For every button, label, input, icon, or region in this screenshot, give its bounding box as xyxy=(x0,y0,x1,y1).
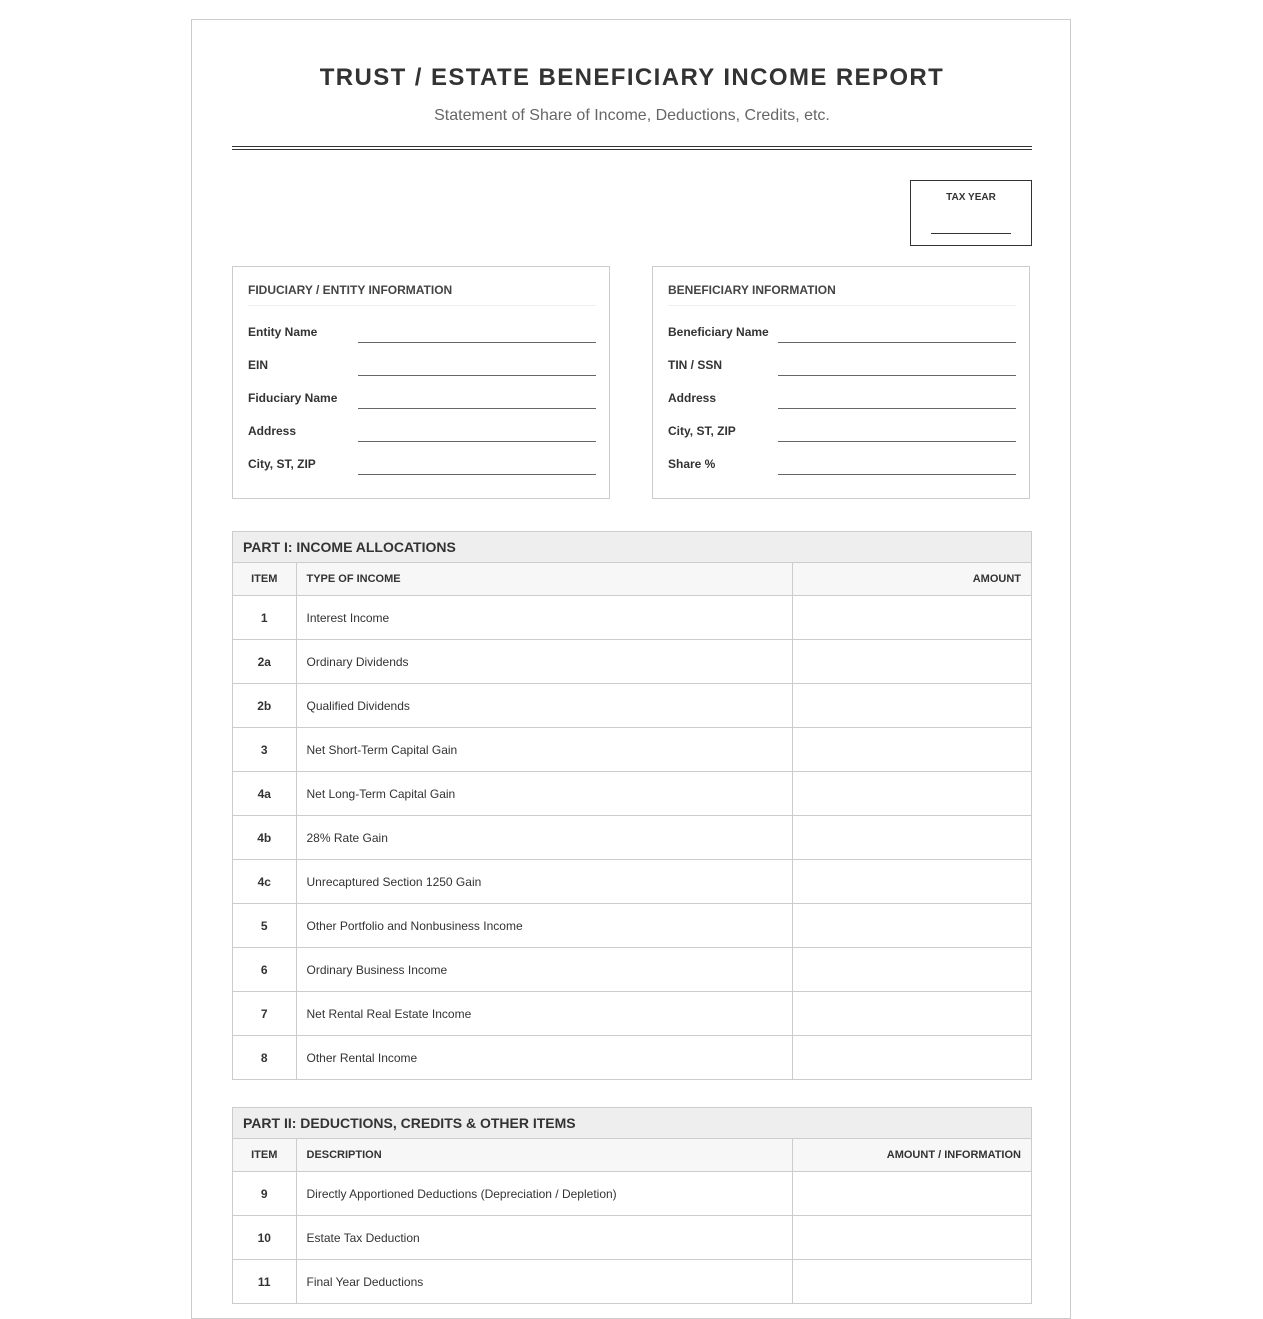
item-number: 2a xyxy=(233,640,296,684)
fiduciary-address-row xyxy=(248,421,596,441)
fiduciary-info-title: FIDUCIARY / ENTITY INFORMATION xyxy=(248,283,596,306)
amount-cell[interactable] xyxy=(792,684,1031,728)
beneficiary-city-field[interactable] xyxy=(778,421,1016,442)
beneficiary-address-row xyxy=(668,388,1016,408)
part1-section xyxy=(232,531,1032,1080)
item-number: 5 xyxy=(233,904,296,948)
tax-year-field[interactable] xyxy=(931,233,1011,234)
item-description: Directly Apportioned Deductions (Depreciation / Depletion) xyxy=(296,1172,792,1216)
field-label: Share % xyxy=(668,457,716,471)
amount-cell[interactable] xyxy=(792,904,1031,948)
fiduciary-info-box xyxy=(232,266,610,499)
item-description: Estate Tax Deduction xyxy=(296,1216,792,1260)
beneficiary-name-row xyxy=(668,322,1016,342)
table-header-row xyxy=(233,1139,1031,1172)
field-label: Address xyxy=(248,424,297,438)
item-number: 4a xyxy=(233,772,296,816)
field-label: City, ST, ZIP xyxy=(248,457,316,471)
beneficiary-info-box xyxy=(652,266,1030,499)
column-header-amount-information: AMOUNT / INFORMATION xyxy=(792,1139,1031,1172)
item-description: 28% Rate Gain xyxy=(296,816,792,860)
item-description: Final Year Deductions xyxy=(296,1260,792,1304)
table-row xyxy=(233,640,1031,684)
item-description: Other Rental Income xyxy=(296,1036,792,1080)
table-row xyxy=(233,1260,1031,1304)
amount-cell[interactable] xyxy=(792,816,1031,860)
part1-table xyxy=(233,563,1031,1079)
table-row xyxy=(233,1172,1031,1216)
fiduciary-name-field[interactable] xyxy=(358,388,596,409)
field-label: Fiduciary Name xyxy=(248,391,338,405)
entity-name-field[interactable] xyxy=(358,322,596,343)
part2-table xyxy=(233,1139,1031,1303)
item-number: 9 xyxy=(233,1172,296,1216)
amount-cell[interactable] xyxy=(792,1172,1031,1216)
table-row xyxy=(233,816,1031,860)
item-description: Unrecaptured Section 1250 Gain xyxy=(296,860,792,904)
field-label: City, ST, ZIP xyxy=(668,424,736,438)
item-number: 4c xyxy=(233,860,296,904)
part2-section xyxy=(232,1107,1032,1304)
field-label: Entity Name xyxy=(248,325,318,339)
column-header-description: DESCRIPTION xyxy=(296,1139,792,1172)
fiduciary-address-field[interactable] xyxy=(358,421,596,442)
form-title: TRUST / ESTATE BENEFICIARY INCOME REPORT xyxy=(319,64,945,91)
amount-cell[interactable] xyxy=(792,1216,1031,1260)
field-label: Address xyxy=(668,391,717,405)
beneficiary-address-field[interactable] xyxy=(778,388,1016,409)
fiduciary-city-row xyxy=(248,454,596,474)
item-description: Other Portfolio and Nonbusiness Income xyxy=(296,904,792,948)
item-number: 6 xyxy=(233,948,296,992)
amount-cell[interactable] xyxy=(792,772,1031,816)
table-header-row xyxy=(233,563,1031,596)
table-row xyxy=(233,1036,1031,1080)
item-number: 10 xyxy=(233,1216,296,1260)
part2-title: PART II: DEDUCTIONS, CREDITS & OTHER ITEMS xyxy=(233,1108,1031,1139)
item-description: Net Short-Term Capital Gain xyxy=(296,728,792,772)
table-row xyxy=(233,948,1031,992)
table-row xyxy=(233,992,1031,1036)
item-description: Ordinary Business Income xyxy=(296,948,792,992)
amount-cell[interactable] xyxy=(792,640,1031,684)
item-description: Net Rental Real Estate Income xyxy=(296,992,792,1036)
item-number: 3 xyxy=(233,728,296,772)
amount-cell[interactable] xyxy=(792,596,1031,640)
fiduciary-entity-name-row xyxy=(248,322,596,342)
item-number: 1 xyxy=(233,596,296,640)
beneficiary-share-row xyxy=(668,454,1016,474)
item-description: Qualified Dividends xyxy=(296,684,792,728)
item-description: Interest Income xyxy=(296,596,792,640)
amount-cell[interactable] xyxy=(792,1036,1031,1080)
table-row xyxy=(233,596,1031,640)
amount-cell[interactable] xyxy=(792,992,1031,1036)
table-row xyxy=(233,728,1031,772)
beneficiary-name-field[interactable] xyxy=(778,322,1016,343)
field-label: Beneficiary Name xyxy=(668,325,769,339)
table-row xyxy=(233,1216,1031,1260)
table-row xyxy=(233,772,1031,816)
column-header-item: ITEM xyxy=(233,1139,296,1172)
fiduciary-ein-row xyxy=(248,355,596,375)
part1-title: PART I: INCOME ALLOCATIONS xyxy=(233,532,1031,563)
header-double-rule xyxy=(232,146,1032,150)
form-subtitle: Statement of Share of Income, Deductions, Credits, etc. xyxy=(434,107,830,124)
item-number: 11 xyxy=(233,1260,296,1304)
tax-year-box xyxy=(910,180,1032,246)
item-number: 4b xyxy=(233,816,296,860)
table-row xyxy=(233,860,1031,904)
beneficiary-city-row xyxy=(668,421,1016,441)
item-number: 7 xyxy=(233,992,296,1036)
ein-field[interactable] xyxy=(358,355,596,376)
share-percent-field[interactable] xyxy=(778,454,1016,475)
table-row xyxy=(233,904,1031,948)
column-header-amount: AMOUNT xyxy=(792,563,1031,596)
item-description: Ordinary Dividends xyxy=(296,640,792,684)
tin-ssn-field[interactable] xyxy=(778,355,1016,376)
field-label: EIN xyxy=(248,358,269,372)
beneficiary-tin-row xyxy=(668,355,1016,375)
form-page xyxy=(191,19,1071,1319)
amount-cell[interactable] xyxy=(792,728,1031,772)
amount-cell[interactable] xyxy=(792,860,1031,904)
item-number: 8 xyxy=(233,1036,296,1080)
item-number: 2b xyxy=(233,684,296,728)
fiduciary-name-row xyxy=(248,388,596,408)
fiduciary-city-field[interactable] xyxy=(358,454,596,475)
table-row xyxy=(233,684,1031,728)
amount-cell[interactable] xyxy=(792,1260,1031,1304)
column-header-type: TYPE OF INCOME xyxy=(296,563,792,596)
amount-cell[interactable] xyxy=(792,948,1031,992)
item-description: Net Long-Term Capital Gain xyxy=(296,772,792,816)
tax-year-label: TAX YEAR xyxy=(946,192,996,203)
column-header-item: ITEM xyxy=(233,563,296,596)
field-label: TIN / SSN xyxy=(668,358,723,372)
beneficiary-info-title: BENEFICIARY INFORMATION xyxy=(668,283,1016,306)
